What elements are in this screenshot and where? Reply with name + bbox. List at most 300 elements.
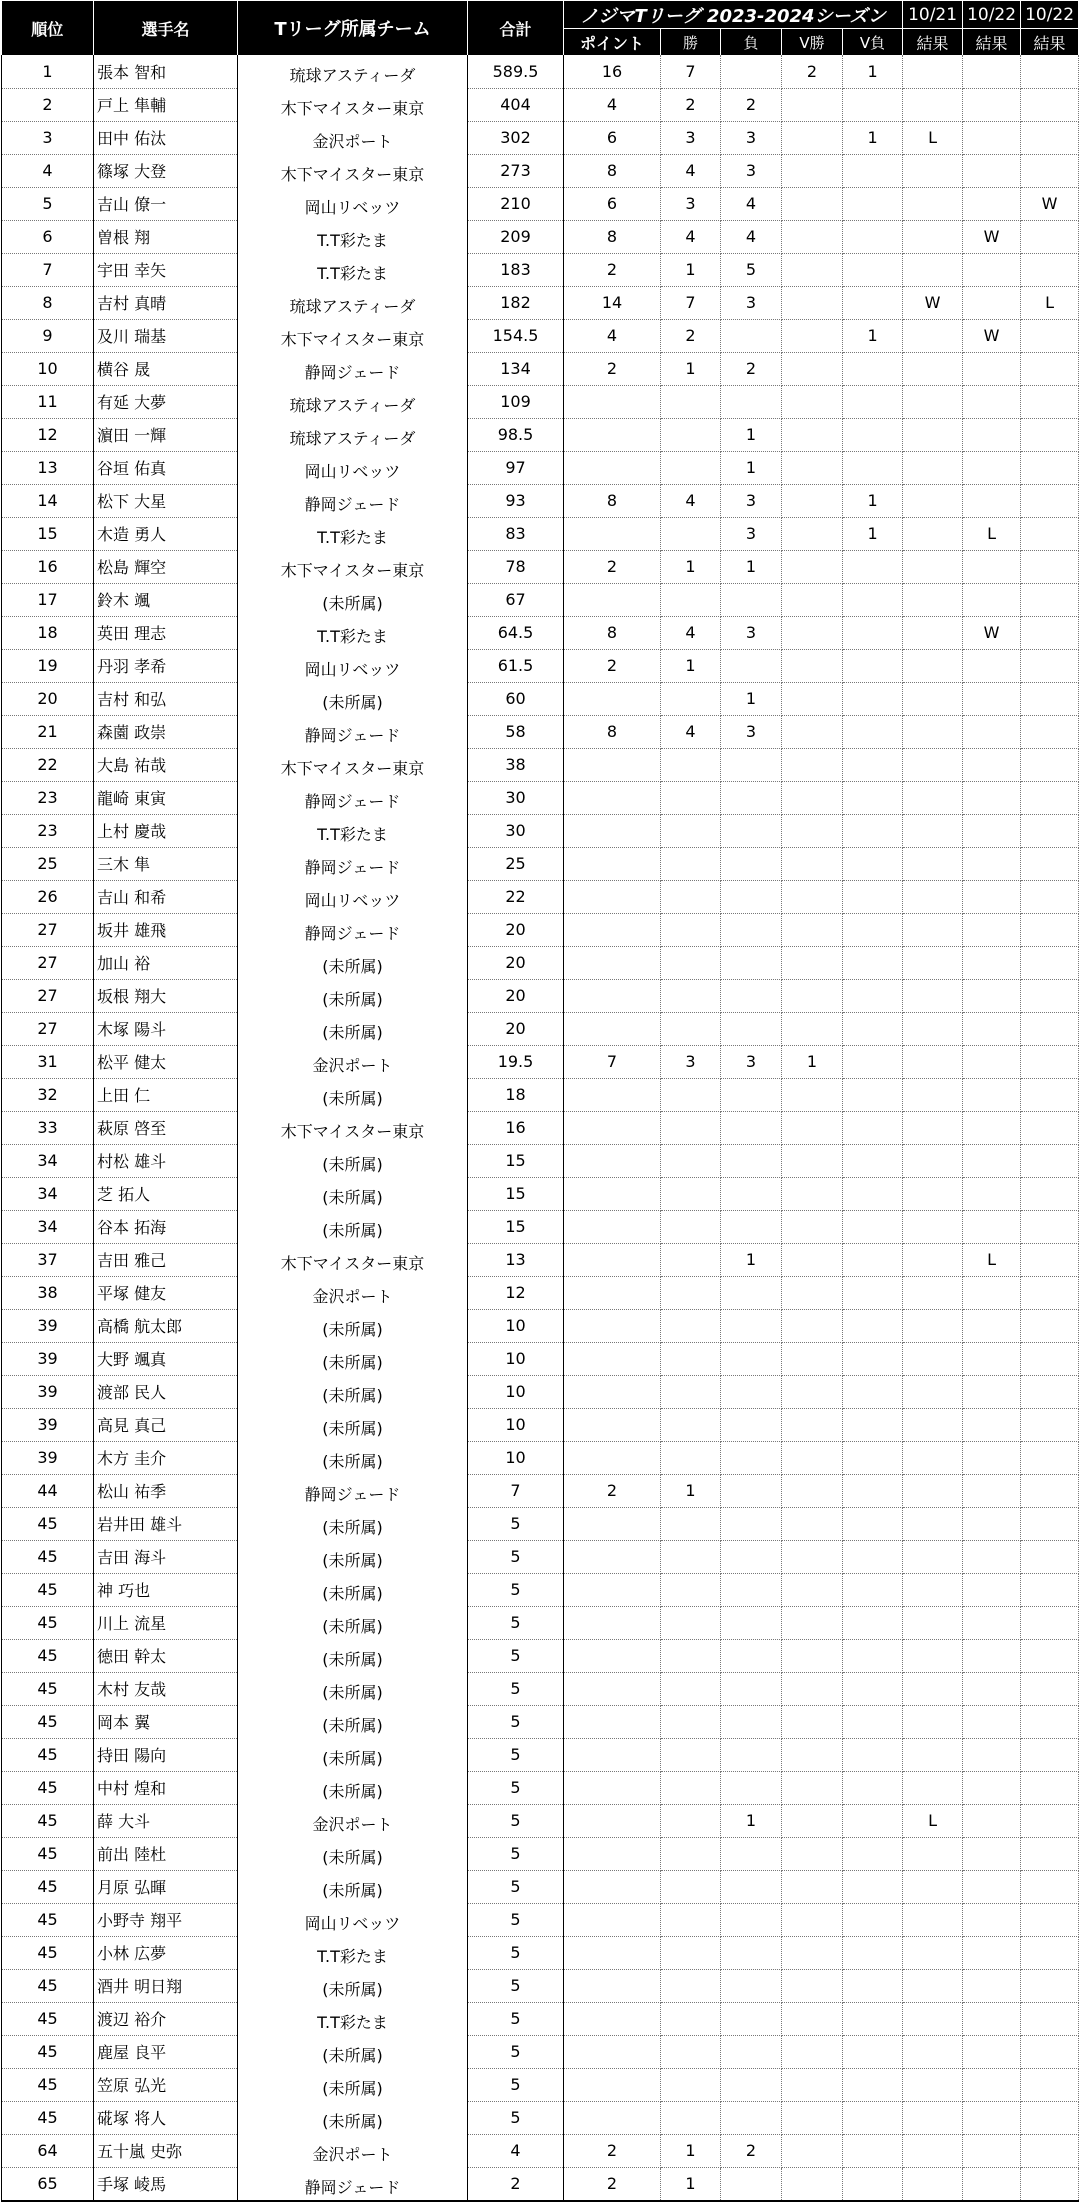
team-cell: 静岡ジェード [238, 913, 468, 946]
losses-cell [721, 1210, 782, 1243]
table-row [2, 1804, 1079, 1837]
table-row [2, 1012, 1079, 1045]
total-cell: 10 [468, 1375, 564, 1408]
result-2-cell [963, 1111, 1021, 1144]
points-cell [564, 814, 661, 847]
points-cell: 8 [564, 616, 661, 649]
table-row [2, 1210, 1079, 1243]
result-3-cell [1021, 1573, 1079, 1606]
rank-cell: 11 [2, 385, 94, 418]
points-cell [564, 1969, 661, 2002]
table-row [2, 1837, 1079, 1870]
result-1-cell [903, 484, 963, 517]
total-cell: 183 [468, 253, 564, 286]
result-2-cell [963, 418, 1021, 451]
name-cell: 坂井 雄飛 [94, 913, 238, 946]
points-cell [564, 1375, 661, 1408]
rank-cell: 38 [2, 1276, 94, 1309]
result-2-cell [963, 781, 1021, 814]
losses-cell: 1 [721, 682, 782, 715]
table-row [2, 1573, 1079, 1606]
total-cell: 109 [468, 385, 564, 418]
table-row [2, 2167, 1079, 2201]
name-cell: 萩原 啓至 [94, 1111, 238, 1144]
result-3-cell [1021, 1177, 1079, 1210]
table-row [2, 550, 1079, 583]
table-row [2, 1903, 1079, 1936]
table-row [2, 1309, 1079, 1342]
result-3-cell [1021, 1936, 1079, 1969]
result-2-cell: W [963, 319, 1021, 352]
table-row [2, 2002, 1079, 2035]
points-cell [564, 2002, 661, 2035]
header-vlosses: V負 [843, 29, 903, 56]
points-cell [564, 2101, 661, 2134]
vwins-cell [782, 616, 843, 649]
points-cell: 2 [564, 253, 661, 286]
wins-cell [661, 1639, 721, 1672]
points-cell: 2 [564, 550, 661, 583]
losses-cell [721, 1771, 782, 1804]
result-2-cell [963, 352, 1021, 385]
result-3-cell [1021, 847, 1079, 880]
rank-cell: 45 [2, 1771, 94, 1804]
vwins-cell [782, 1078, 843, 1111]
result-2-cell [963, 2101, 1021, 2134]
team-cell: (未所属) [238, 1177, 468, 1210]
total-cell: 210 [468, 187, 564, 220]
table-row [2, 484, 1079, 517]
total-cell: 30 [468, 781, 564, 814]
result-3-cell [1021, 814, 1079, 847]
team-cell: (未所属) [238, 1969, 468, 2002]
vwins-cell [782, 2167, 843, 2201]
rank-cell: 45 [2, 1804, 94, 1837]
name-cell: 上田 仁 [94, 1078, 238, 1111]
vlosses-cell [843, 847, 903, 880]
vwins-cell [782, 1606, 843, 1639]
result-1-cell [903, 1837, 963, 1870]
name-cell: 坂根 翔大 [94, 979, 238, 1012]
rank-cell: 37 [2, 1243, 94, 1276]
team-cell: 琉球アスティーダ [238, 418, 468, 451]
name-cell: 谷本 拓海 [94, 1210, 238, 1243]
result-2-cell [963, 1870, 1021, 1903]
result-2-cell [963, 847, 1021, 880]
result-1-cell [903, 253, 963, 286]
vlosses-cell [843, 1045, 903, 1078]
table-row [2, 1639, 1079, 1672]
wins-cell [661, 1804, 721, 1837]
wins-cell: 4 [661, 484, 721, 517]
result-2-cell [963, 1639, 1021, 1672]
losses-cell [721, 1276, 782, 1309]
result-2-cell [963, 1177, 1021, 1210]
wins-cell [661, 583, 721, 616]
wins-cell [661, 1969, 721, 2002]
losses-cell: 1 [721, 1243, 782, 1276]
result-1-cell [903, 616, 963, 649]
result-1-cell [903, 1210, 963, 1243]
header-team: Tリーグ所属チーム [238, 1, 468, 55]
table-row [2, 1672, 1079, 1705]
vwins-cell [782, 1771, 843, 1804]
result-3-cell [1021, 1342, 1079, 1375]
result-3-cell [1021, 880, 1079, 913]
total-cell: 5 [468, 1969, 564, 2002]
table-row [2, 2134, 1079, 2167]
wins-cell [661, 1573, 721, 1606]
header-date-2: 10/22 [963, 1, 1021, 29]
wins-cell [661, 1936, 721, 1969]
losses-cell: 3 [721, 121, 782, 154]
vlosses-cell [843, 880, 903, 913]
result-3-cell [1021, 1540, 1079, 1573]
losses-cell [721, 385, 782, 418]
vlosses-cell [843, 1474, 903, 1507]
losses-cell: 4 [721, 187, 782, 220]
result-1-cell [903, 1672, 963, 1705]
vwins-cell [782, 550, 843, 583]
vlosses-cell [843, 2134, 903, 2167]
vwins-cell [782, 1903, 843, 1936]
wins-cell [661, 451, 721, 484]
result-3-cell [1021, 2134, 1079, 2167]
team-cell: (未所属) [238, 1606, 468, 1639]
vlosses-cell [843, 1342, 903, 1375]
losses-cell: 3 [721, 154, 782, 187]
result-1-cell [903, 517, 963, 550]
table-row [2, 88, 1079, 121]
total-cell: 134 [468, 352, 564, 385]
wins-cell: 4 [661, 220, 721, 253]
result-3-cell: L [1021, 286, 1079, 319]
result-3-cell [1021, 979, 1079, 1012]
team-cell: 金沢ポート [238, 1045, 468, 1078]
vwins-cell [782, 913, 843, 946]
result-1-cell [903, 1573, 963, 1606]
vwins-cell [782, 1936, 843, 1969]
name-cell: 酒井 明日翔 [94, 1969, 238, 2002]
vlosses-cell [843, 583, 903, 616]
points-cell [564, 979, 661, 1012]
vlosses-cell [843, 1903, 903, 1936]
result-2-cell [963, 1903, 1021, 1936]
result-3-cell [1021, 1507, 1079, 1540]
result-2-cell [963, 253, 1021, 286]
team-cell: (未所属) [238, 2068, 468, 2101]
vlosses-cell [843, 748, 903, 781]
total-cell: 93 [468, 484, 564, 517]
team-cell: (未所属) [238, 1540, 468, 1573]
team-cell: (未所属) [238, 583, 468, 616]
total-cell: 7 [468, 1474, 564, 1507]
team-cell: T.T彩たま [238, 220, 468, 253]
result-3-cell [1021, 451, 1079, 484]
team-cell: 金沢ポート [238, 121, 468, 154]
total-cell: 10 [468, 1441, 564, 1474]
vwins-cell [782, 1474, 843, 1507]
result-3-cell [1021, 319, 1079, 352]
vlosses-cell: 1 [843, 319, 903, 352]
points-cell [564, 583, 661, 616]
result-1-cell [903, 154, 963, 187]
total-cell: 5 [468, 2101, 564, 2134]
rank-cell: 19 [2, 649, 94, 682]
result-3-cell [1021, 649, 1079, 682]
team-cell: (未所属) [238, 1078, 468, 1111]
table-row [2, 616, 1079, 649]
wins-cell [661, 748, 721, 781]
result-1-cell [903, 1903, 963, 1936]
vlosses-cell [843, 418, 903, 451]
total-cell: 5 [468, 2035, 564, 2068]
result-2-cell [963, 55, 1021, 88]
total-cell: 15 [468, 1177, 564, 1210]
wins-cell [661, 517, 721, 550]
result-2-cell: L [963, 517, 1021, 550]
rank-cell: 45 [2, 2035, 94, 2068]
rank-cell: 34 [2, 1210, 94, 1243]
name-cell: 徳田 幹太 [94, 1639, 238, 1672]
table-row [2, 1969, 1079, 2002]
total-cell: 5 [468, 1540, 564, 1573]
vlosses-cell [843, 1177, 903, 1210]
vwins-cell [782, 715, 843, 748]
rank-cell: 21 [2, 715, 94, 748]
points-cell [564, 1210, 661, 1243]
points-cell [564, 1012, 661, 1045]
vlosses-cell [843, 2068, 903, 2101]
result-1-cell [903, 1507, 963, 1540]
losses-cell [721, 1309, 782, 1342]
vwins-cell [782, 517, 843, 550]
total-cell: 5 [468, 2068, 564, 2101]
result-3-cell [1021, 913, 1079, 946]
wins-cell [661, 1606, 721, 1639]
losses-cell [721, 2101, 782, 2134]
result-3-cell [1021, 1210, 1079, 1243]
team-cell: (未所属) [238, 1672, 468, 1705]
team-cell: 金沢ポート [238, 1276, 468, 1309]
wins-cell [661, 1408, 721, 1441]
vlosses-cell [843, 1408, 903, 1441]
result-1-cell [903, 319, 963, 352]
result-2-cell [963, 715, 1021, 748]
result-1-cell [903, 1705, 963, 1738]
vwins-cell [782, 484, 843, 517]
table-row [2, 55, 1079, 88]
points-cell [564, 385, 661, 418]
table-row [2, 418, 1079, 451]
total-cell: 30 [468, 814, 564, 847]
wins-cell [661, 1177, 721, 1210]
total-cell: 4 [468, 2134, 564, 2167]
wins-cell [661, 880, 721, 913]
losses-cell: 1 [721, 451, 782, 484]
team-cell: (未所属) [238, 979, 468, 1012]
name-cell: 岡本 翼 [94, 1705, 238, 1738]
result-2-cell [963, 550, 1021, 583]
table-row [2, 1870, 1079, 1903]
points-cell [564, 1507, 661, 1540]
name-cell: 森薗 政崇 [94, 715, 238, 748]
result-2-cell [963, 583, 1021, 616]
header-rank: 順位 [2, 1, 94, 55]
losses-cell: 1 [721, 550, 782, 583]
total-cell: 97 [468, 451, 564, 484]
total-cell: 2 [468, 2167, 564, 2201]
name-cell: 横谷 晟 [94, 352, 238, 385]
total-cell: 10 [468, 1309, 564, 1342]
wins-cell [661, 2068, 721, 2101]
result-2-cell [963, 2035, 1021, 2068]
table-row [2, 352, 1079, 385]
vwins-cell [782, 1672, 843, 1705]
result-1-cell [903, 550, 963, 583]
vlosses-cell [843, 550, 903, 583]
name-cell: 木村 友哉 [94, 1672, 238, 1705]
points-cell [564, 1111, 661, 1144]
result-1-cell [903, 1936, 963, 1969]
table-row [2, 748, 1079, 781]
rank-cell: 33 [2, 1111, 94, 1144]
total-cell: 154.5 [468, 319, 564, 352]
points-cell [564, 1408, 661, 1441]
result-3-cell [1021, 1672, 1079, 1705]
losses-cell [721, 1639, 782, 1672]
result-2-cell [963, 1705, 1021, 1738]
team-cell: (未所属) [238, 1771, 468, 1804]
vwins-cell: 1 [782, 1045, 843, 1078]
result-1-cell: L [903, 121, 963, 154]
name-cell: 大島 祐哉 [94, 748, 238, 781]
total-cell: 38 [468, 748, 564, 781]
points-cell: 6 [564, 121, 661, 154]
vwins-cell [782, 1837, 843, 1870]
result-1-cell [903, 583, 963, 616]
name-cell: 英田 理志 [94, 616, 238, 649]
total-cell: 5 [468, 1771, 564, 1804]
wins-cell: 4 [661, 154, 721, 187]
table-row [2, 814, 1079, 847]
result-1-cell [903, 946, 963, 979]
total-cell: 5 [468, 1804, 564, 1837]
points-cell [564, 1705, 661, 1738]
name-cell: 吉山 僚一 [94, 187, 238, 220]
points-cell [564, 781, 661, 814]
team-cell: (未所属) [238, 1144, 468, 1177]
name-cell: 篠塚 大登 [94, 154, 238, 187]
vlosses-cell: 1 [843, 517, 903, 550]
team-cell: T.T彩たま [238, 517, 468, 550]
result-2-cell [963, 2068, 1021, 2101]
team-cell: (未所属) [238, 1738, 468, 1771]
rank-cell: 3 [2, 121, 94, 154]
name-cell: 戸上 隼輔 [94, 88, 238, 121]
losses-cell [721, 1375, 782, 1408]
table-row [2, 1276, 1079, 1309]
vwins-cell [782, 2134, 843, 2167]
result-1-cell [903, 1342, 963, 1375]
team-cell: 木下マイスター東京 [238, 319, 468, 352]
result-2-cell [963, 880, 1021, 913]
result-1-cell [903, 187, 963, 220]
vwins-cell [782, 1375, 843, 1408]
losses-cell [721, 1474, 782, 1507]
points-cell [564, 1078, 661, 1111]
team-cell: (未所属) [238, 1408, 468, 1441]
rank-cell: 45 [2, 1936, 94, 1969]
team-cell: 静岡ジェード [238, 352, 468, 385]
losses-cell: 5 [721, 253, 782, 286]
rank-cell: 39 [2, 1408, 94, 1441]
points-cell [564, 880, 661, 913]
rank-cell: 14 [2, 484, 94, 517]
vlosses-cell [843, 2002, 903, 2035]
rank-cell: 12 [2, 418, 94, 451]
result-1-cell [903, 1144, 963, 1177]
wins-cell [661, 385, 721, 418]
vlosses-cell [843, 154, 903, 187]
table-row [2, 451, 1079, 484]
vwins-cell [782, 385, 843, 418]
vwins-cell [782, 682, 843, 715]
name-cell: 木造 勇人 [94, 517, 238, 550]
points-cell [564, 1342, 661, 1375]
wins-cell [661, 1870, 721, 1903]
losses-cell: 3 [721, 715, 782, 748]
wins-cell: 4 [661, 715, 721, 748]
losses-cell: 3 [721, 286, 782, 319]
name-cell: 吉村 真晴 [94, 286, 238, 319]
table-row [2, 1738, 1079, 1771]
result-1-cell [903, 220, 963, 253]
header-season: ノジマTリーグ 2023-2024シーズン [564, 1, 903, 29]
rank-cell: 34 [2, 1144, 94, 1177]
name-cell: 及川 瑞基 [94, 319, 238, 352]
total-cell: 5 [468, 1936, 564, 1969]
rank-cell: 6 [2, 220, 94, 253]
result-2-cell [963, 1474, 1021, 1507]
vlosses-cell [843, 187, 903, 220]
name-cell: 木方 圭介 [94, 1441, 238, 1474]
points-cell: 8 [564, 154, 661, 187]
vwins-cell [782, 1243, 843, 1276]
total-cell: 25 [468, 847, 564, 880]
losses-cell [721, 2167, 782, 2201]
header-result-1: 結果 [903, 29, 963, 56]
wins-cell [661, 1771, 721, 1804]
name-cell: 曽根 翔 [94, 220, 238, 253]
header-result-3: 結果 [1021, 29, 1079, 56]
table-row [2, 781, 1079, 814]
rank-cell: 39 [2, 1375, 94, 1408]
wins-cell [661, 1738, 721, 1771]
team-cell: 岡山リベッツ [238, 451, 468, 484]
points-cell: 8 [564, 484, 661, 517]
team-cell: 岡山リベッツ [238, 880, 468, 913]
losses-cell: 2 [721, 352, 782, 385]
points-cell [564, 1672, 661, 1705]
vlosses-cell [843, 1078, 903, 1111]
table-row [2, 220, 1079, 253]
table-row [2, 286, 1079, 319]
losses-cell: 2 [721, 88, 782, 121]
result-3-cell [1021, 1441, 1079, 1474]
losses-cell [721, 1111, 782, 1144]
team-cell: (未所属) [238, 1375, 468, 1408]
